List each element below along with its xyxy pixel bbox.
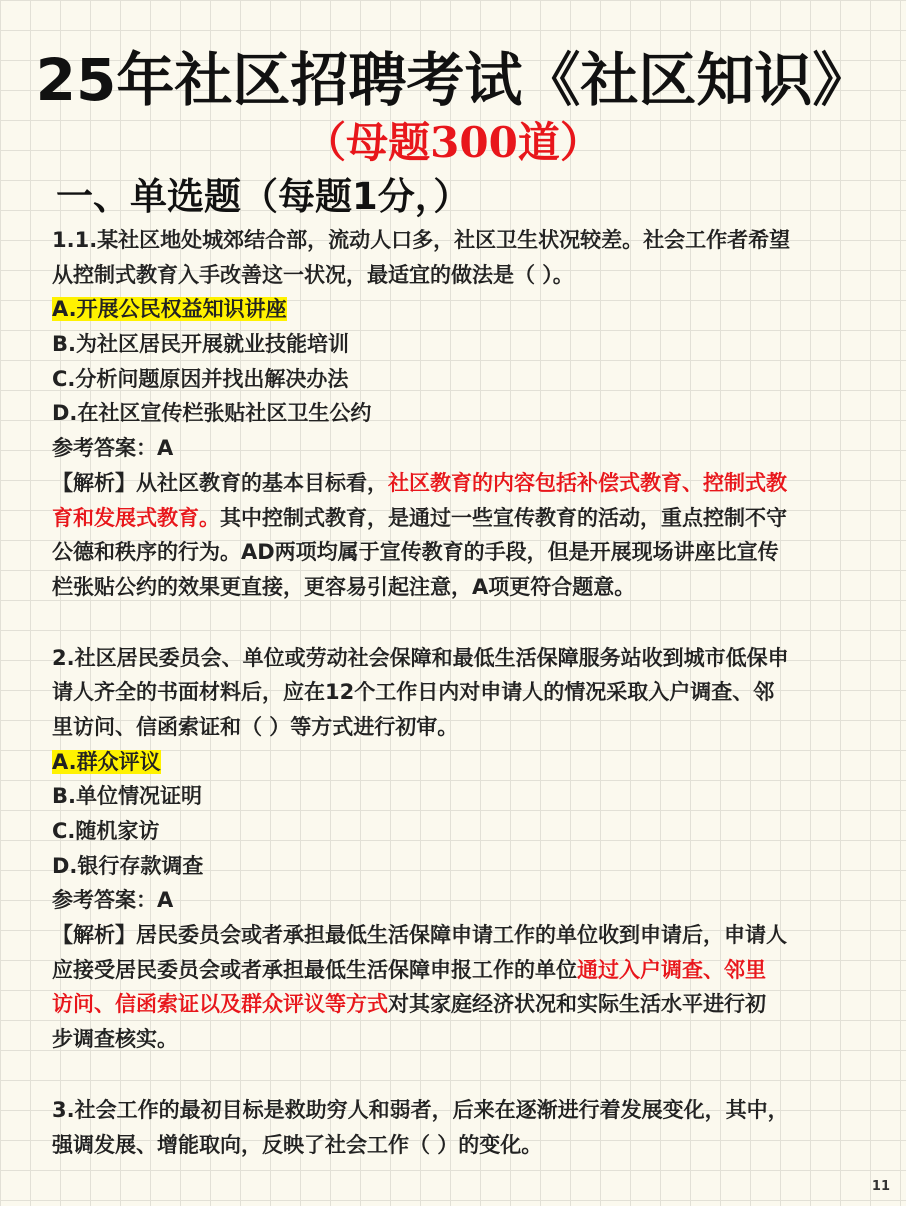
- page-title: 25年社区招聘考试《社区知识》: [35, 46, 871, 114]
- q1-explanation-line-1: [52, 466, 876, 501]
- q2-explanation-line-2: [52, 953, 876, 988]
- q2-exp-l2-text: 应接受居民委员会或者承担最低生活保障申报工作的单位: [52, 957, 577, 982]
- q1-option-a-highlighted: A.开展公民权益知识讲座: [52, 297, 287, 322]
- q1-explanation-line-3: 公德和秩序的行为。AD两项均属于宣传教育的手段，但是开展现场讲座比宣传: [52, 540, 779, 565]
- q1-explanation-line-2: [52, 501, 876, 536]
- q1-exp-l2-emphasis: 育和发展式教育。: [52, 505, 220, 530]
- spacer: [52, 605, 876, 641]
- question-1: [52, 223, 876, 605]
- q2-stem-line-2: 请人齐全的书面材料后，应在12个工作日内对申请人的情况采取入户调查、邻: [52, 680, 775, 705]
- question-2: [52, 641, 876, 1057]
- q2-answer: 参考答案：A: [52, 888, 174, 913]
- page-subtitle: （母题300道）: [304, 118, 602, 167]
- q1-stem-line-1: 1.1.某社区地处城郊结合部，流动人口多，社区卫生状况较差。社会工作者希望: [52, 228, 791, 252]
- page-number: 11: [871, 1179, 890, 1194]
- q2-explanation-line-1: 【解析】居民委员会或者承担最低生活保障申请工作的单位收到申请后，申请人: [52, 923, 787, 948]
- q2-exp-l3-emphasis: 访问、信函索证以及群众评议等方式: [52, 992, 388, 1017]
- q1-option-b: B.为社区居民开展就业技能培训: [52, 332, 349, 357]
- q2-stem-line-1: 2.社区居民委员会、单位或劳动社会保障和最低生活保障服务站收到城市低保申: [52, 645, 789, 670]
- spacer: [52, 1057, 876, 1093]
- question-content: [52, 223, 876, 1162]
- q1-option-d: D.在社区宣传栏张贴社区卫生公约: [52, 401, 372, 426]
- q1-answer: 参考答案：A: [52, 436, 174, 461]
- q2-option-a-highlighted: A.群众评议: [52, 749, 161, 774]
- q3-stem-line-2: 强调发展、增能取向，反映了社会工作（ ）的变化。: [52, 1132, 543, 1157]
- q2-explanation-line-4: 步调查核实。: [52, 1027, 178, 1052]
- q2-exp-l3-text: 对其家庭经济状况和实际生活水平进行初: [388, 992, 766, 1017]
- q2-stem-line-3: 里访问、信函索证和（ ）等方式进行初审。: [52, 714, 459, 739]
- q2-option-d: D.银行存款调查: [52, 853, 204, 878]
- q2-explanation-line-3: [52, 987, 876, 1022]
- q1-exp-l2-text: 其中控制式教育，是通过一些宣传教育的活动，重点控制不守: [220, 505, 787, 530]
- q1-option-c: C.分析问题原因并找出解决办法: [52, 366, 349, 391]
- q2-option-c: C.随机家访: [52, 819, 160, 843]
- q1-exp-l1-text: 【解析】从社区教育的基本目标看，: [52, 470, 388, 495]
- q2-exp-l2-emphasis: 通过入户调查、邻里: [577, 957, 766, 982]
- question-3: [52, 1093, 876, 1162]
- q1-stem-line-2: 从控制式教育入手改善这一状况，最适宜的做法是（ ）。: [52, 262, 574, 287]
- q2-option-b: B.单位情况证明: [52, 784, 202, 809]
- section-heading: 一、单选题（每题1分，）: [56, 175, 471, 218]
- q3-stem-line-1: 3.社会工作的最初目标是救助穷人和弱者，后来在逐渐进行着发展变化，其中，: [52, 1097, 789, 1122]
- q1-explanation-line-4: 栏张贴公约的效果更直接，更容易引起注意，A项更符合题意。: [52, 574, 636, 599]
- q1-exp-l1-emphasis: 社区教育的内容包括补偿式教育、控制式教: [388, 470, 787, 495]
